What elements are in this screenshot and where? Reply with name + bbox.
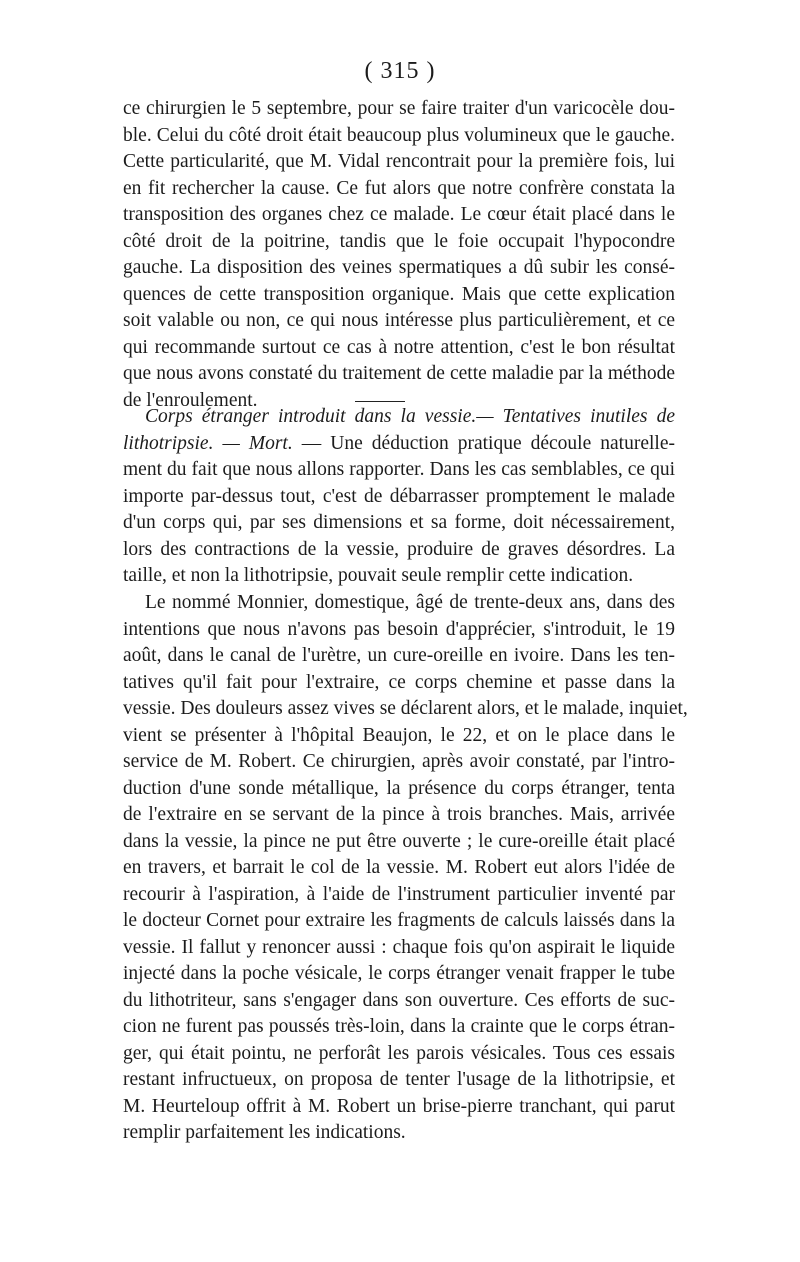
- text-line: gauche. La disposition des veines spermatiques a dû subir les consé-: [123, 257, 675, 278]
- page-number: ( 315 ): [364, 58, 436, 84]
- section-divider: [355, 401, 405, 402]
- text-line: cion ne furent pas poussés très-loin, dans la crainte que le corps étran-: [123, 1016, 675, 1037]
- text-line: en fit rechercher la cause. Ce fut alors que notre confrère constata la: [123, 177, 675, 199]
- text-line: importe par-dessus tout, c'est de débarrasser promptement le malade: [123, 485, 675, 507]
- text-line: duction d'une sonde métallique, la présence du corps étranger, tenta: [123, 777, 675, 799]
- text-line: [123, 431, 675, 458]
- section-title-continued: lithotripsie. — Mort.: [123, 432, 293, 454]
- section-title-line: [123, 404, 675, 431]
- paragraph-continuation: [123, 96, 675, 414]
- text-line: en travers, et barrait le col de la vessie. M. Robert eut alors l'idée de: [123, 857, 675, 878]
- text-line: vessie. Des douleurs assez vives se déclarent alors, et le malade, inquiet,: [123, 698, 688, 719]
- case-paragraph: [123, 404, 675, 590]
- text-line: que nous avons constaté du traitement de cette maladie par la méthode: [123, 363, 675, 384]
- text-line: lors des contractions de la vessie, produire de graves désordres. La: [123, 538, 675, 560]
- case-description: [123, 590, 688, 1147]
- text-line: injecté dans la poche vésicale, le corps étranger venait frapper le tube: [123, 963, 675, 984]
- text-line: quences de cette transposition organique. Mais que cette explication: [123, 283, 675, 305]
- text-line: Le nommé Monnier, domestique, âgé de trente-deux ans, dans des: [145, 592, 675, 613]
- text-line: de l'extraire en se servant de la pince à trois branches. Mais, arrivée: [123, 804, 675, 825]
- text-line: ger, qui était pointu, ne perforât les parois vésicales. Tous ces essais: [123, 1042, 675, 1064]
- text-line: d'un corps qui, par ses dimensions et sa forme, doit nécessairement,: [123, 512, 675, 533]
- text-line: taille, et non la lithotripsie, pouvait seule remplir cette indication.: [123, 565, 634, 586]
- text-line: service de M. Robert. Ce chirurgien, après avoir constaté, par l'intro-: [123, 751, 675, 772]
- text-line: août, dans le canal de l'urètre, un cure-oreille en ivoire. Dans les ten-: [123, 645, 675, 666]
- text-line: côté droit de la poitrine, tandis que le foie occupait l'hypocondre: [123, 230, 675, 252]
- text-line: de l'enroulement.: [123, 389, 258, 411]
- text-line: soit valable ou non, ce qui nous intéresse plus particulièrement, et ce: [123, 310, 675, 331]
- text-line: ment du fait que nous allons rapporter. Dans les cas semblables, ce qui: [123, 459, 675, 480]
- text-line: vessie. Il fallut y renoncer aussi : chaque fois qu'on aspirait le liquide: [123, 936, 675, 958]
- text-fragment: — Une déduction pratique découle naturelle-: [292, 432, 675, 454]
- text-line: transposition des organes chez ce malade. Le cœur était placé dans le: [123, 204, 675, 225]
- section-title: Corps étranger introduit dans la vessie.— Tentatives inutiles de: [145, 406, 675, 427]
- text-line: le docteur Cornet pour extraire les fragments de calculs laissés dans la: [123, 910, 675, 931]
- text-line: Cette particularité, que M. Vidal rencontrait pour la première fois, lui: [123, 151, 675, 172]
- text-line: tatives qu'il fait pour l'extraire, ce corps chemine et passe dans la: [123, 671, 675, 693]
- text-line: M. Heurteloup offrit à M. Robert un brise-pierre tranchant, qui parut: [123, 1095, 675, 1117]
- text-line: recourir à l'aspiration, à l'aide de l'instrument particulier inventé par: [123, 883, 675, 905]
- text-line: remplir parfaitement les indications.: [123, 1122, 406, 1143]
- text-line: dans la vessie, la pince ne put être ouverte ; le cure-oreille était placé: [123, 830, 675, 852]
- text-line: restant infructueux, on proposa de tenter l'usage de la lithotripsie, et: [123, 1069, 675, 1090]
- text-line: ble. Celui du côté droit était beaucoup plus volumineux que le gauche.: [123, 124, 675, 146]
- text-line: qui recommande surtout ce cas à notre attention, c'est le bon résultat: [123, 336, 675, 358]
- text-line: ce chirurgien le 5 septembre, pour se faire traiter d'un varicocèle dou-: [123, 98, 675, 119]
- text-line: intentions que nous n'avons pas besoin d'apprécier, s'introduit, le 19: [123, 618, 675, 640]
- text-line: du lithotriteur, sans s'engager dans son ouverture. Ces efforts de suc-: [123, 989, 675, 1011]
- text-line: vient se présenter à l'hôpital Beaujon, le 22, et on le place dans le: [123, 724, 675, 746]
